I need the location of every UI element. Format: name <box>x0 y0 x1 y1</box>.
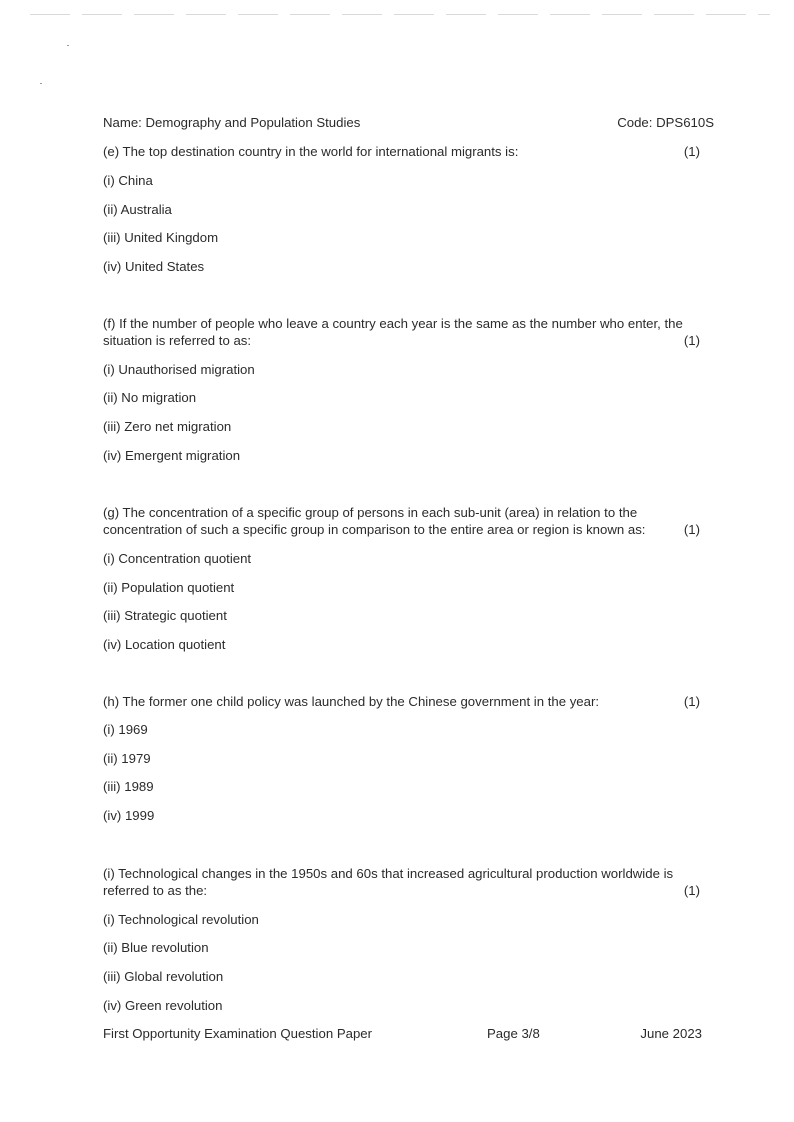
footer-paper-title: First Opportunity Examination Question Paper <box>103 1026 373 1041</box>
question-i-text-line2: referred to as the: <box>103 883 208 898</box>
question-e-marks: (1) <box>683 144 700 159</box>
question-g-text-line2: concentration of such a specific group in comparison to the entire area or region is known as: <box>103 522 646 537</box>
question-e-option-4: (iv) United States <box>103 259 205 274</box>
question-h-text: (h) The former one child policy was launched by the Chinese government in the year: <box>103 694 600 709</box>
question-i-text-line1: (i) Technological changes in the 1950s and 60s that increased agricultural production worldwide is <box>103 866 674 881</box>
course-name: Name: Demography and Population Studies <box>103 115 361 130</box>
question-i-option-3: (iii) Global revolution <box>103 969 224 984</box>
scan-speck <box>67 45 69 46</box>
question-i-option-1: (i) Technological revolution <box>103 912 259 927</box>
footer-page-number: Page 3/8 <box>487 1026 540 1041</box>
course-code: Code: DPS610S <box>617 115 714 130</box>
question-h-marks: (1) <box>683 694 700 709</box>
question-g-marks: (1) <box>683 522 700 537</box>
question-f-text-line1: (f) If the number of people who leave a country each year is the same as the number who enter, the <box>103 316 683 331</box>
question-e-option-3: (iii) United Kingdom <box>103 230 219 245</box>
question-e-option-2: (ii) Australia <box>103 202 172 217</box>
question-h-option-4: (iv) 1999 <box>103 808 155 823</box>
scan-speck <box>40 83 42 84</box>
question-g-option-1: (i) Concentration quotient <box>103 551 252 566</box>
question-e-option-1: (i) China <box>103 173 153 188</box>
question-i-option-2: (ii) Blue revolution <box>103 940 209 955</box>
question-i-option-4: (iv) Green revolution <box>103 998 223 1013</box>
question-g-option-2: (ii) Population quotient <box>103 580 235 595</box>
question-f-option-2: (ii) No migration <box>103 390 197 405</box>
question-f-option-3: (iii) Zero net migration <box>103 419 232 434</box>
question-f-option-4: (iv) Emergent migration <box>103 448 241 463</box>
question-f-marks: (1) <box>683 333 700 348</box>
question-h-option-3: (iii) 1989 <box>103 779 154 794</box>
question-e-text: (e) The top destination country in the world for international migrants is: <box>103 144 519 159</box>
question-g-option-4: (iv) Location quotient <box>103 637 226 652</box>
question-f-text-line2: situation is referred to as: <box>103 333 252 348</box>
footer-date: June 2023 <box>640 1026 702 1041</box>
question-f-option-1: (i) Unauthorised migration <box>103 362 255 377</box>
question-g-text-line1: (g) The concentration of a specific group of persons in each sub-unit (area) in relation to the <box>103 505 638 520</box>
question-i-marks: (1) <box>683 883 700 898</box>
question-h-option-2: (ii) 1979 <box>103 751 151 766</box>
scan-artifact-line <box>30 14 770 15</box>
question-g-option-3: (iii) Strategic quotient <box>103 608 227 623</box>
question-h-option-1: (i) 1969 <box>103 722 148 737</box>
